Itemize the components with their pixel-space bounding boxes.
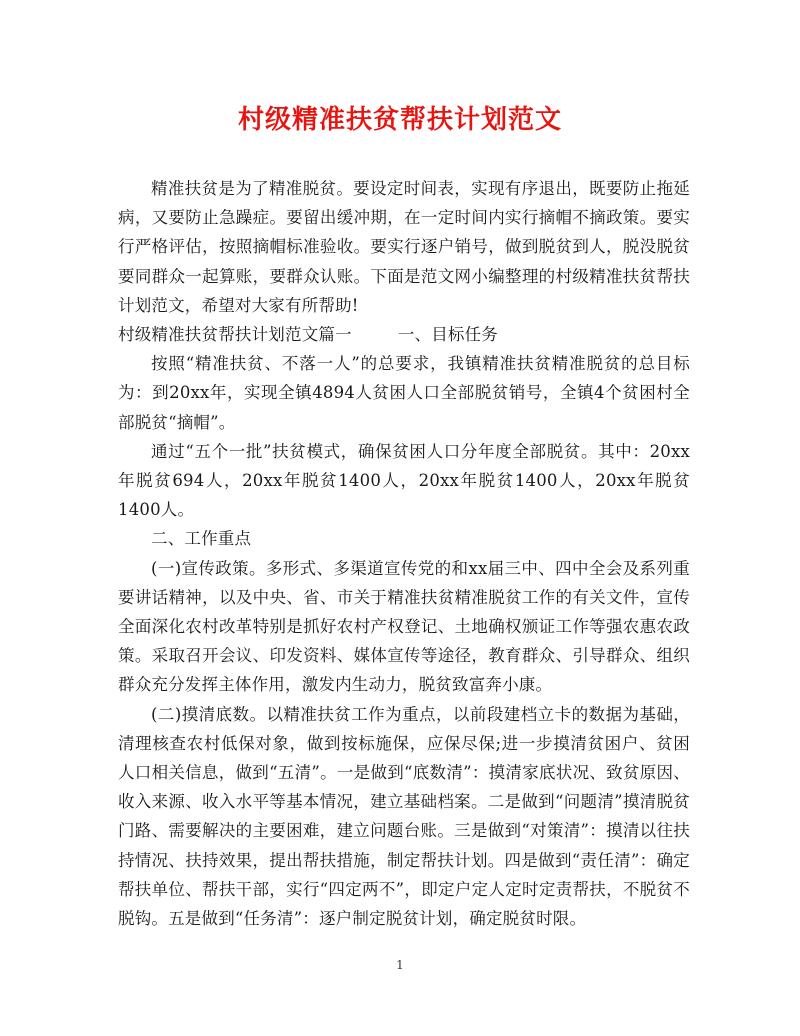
mode-paragraph: 通过“五个一批”扶贫模式，确保贫困人口分年度全部脱贫。其中：20xx年脱贫694人，20xx年脱贫1400人，20xx年脱贫1400人，20xx年脱贫1400人。 [118,441,690,520]
publicity-paragraph: (一)宣传政策。多形式、多渠道宣传党的和xx届三中、四中全会及系列重要讲话精神，以及中央、省、市关于精准扶贫精准脱贫工作的有关文件，宣传全面深化农村改革特别是抓好农村产权登记、土地确权颁证工作等强农惠农政策。采取召开会议、印发资料、媒体宣传等途径，教育群众、引导群众、组织群众充分发挥主体作用，激发内生动力，脱贫致富奔小康。 [118,558,690,695]
page-number: 1 [396,958,404,972]
section-one-heading: 一、目标任务 [397,325,499,345]
section-heading-row [118,320,690,349]
survey-paragraph: (二)摸清底数。以精准扶贫工作为重点，以前段建档立卡的数据为基础，清理核查农村低保对象，做到按标施保，应保尽保;进一步摸清贫困户、贫困人口相关信息，做到“五清”。一是做到“底数清”：摸清家底状况、致贫原因、收入来源、收入水平等基本情况，建立基础档案。二是做到“问题清”摸清脱贫门路、需要解决的主要困难，建立问题台账。三是做到“对策清”：摸清以往扶持情况、扶持效果，提出帮扶措施，制定帮扶计划。四是做到“责任清”：确定帮扶单位、帮扶干部，实行“四定两不”，即定户定人定时定责帮扶，不脱贫不脱钩。五是做到“任务清”：逐户制定脱贫计划，确定脱贫时限。 [118,704,690,929]
section-two-heading: 二、工作重点 [151,529,252,549]
target-paragraph: 按照“精准扶贫、不落一人”的总要求，我镇精准扶贫精准脱贫的总目标为：到20xx年，实现全镇4894人贫困人口全部脱贫销号，全镇4个贫困村全部脱贫“摘帽”。 [118,354,690,432]
document-title: 村级精准扶贫帮扶计划范文 [237,105,562,135]
intro-paragraph: 精准扶贫是为了精准脱贫。要设定时间表，实现有序退出，既要防止拖延病，又要防止急躁症。要留出缓冲期，在一定时间内实行摘帽不摘政策。要实行严格评估，按照摘帽标准验收。要实行逐户销号，做到脱贫到人，脱没脱贫要同群众一起算账，要群众认账。下面是范文网小编整理的村级精准扶贫帮扶计划范文，希望对大家有所帮助! [118,179,690,315]
section-title: 村级精准扶贫帮扶计划范文篇一 [118,325,352,345]
document-body [118,174,690,933]
